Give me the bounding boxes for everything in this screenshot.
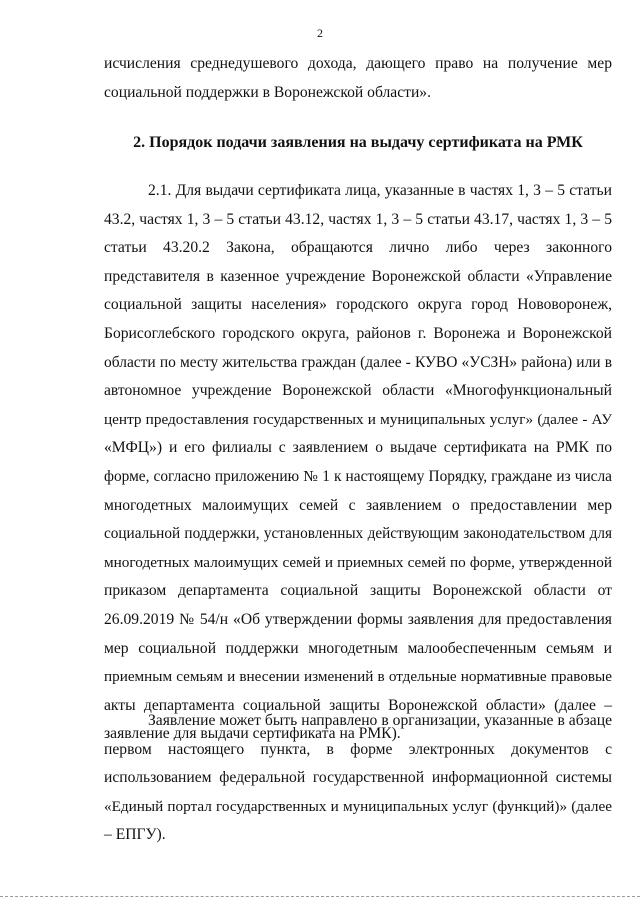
paragraph-line: «Единый портал государственных и муниципальных услуг (функций)» (далее [104, 797, 612, 815]
paragraph-line: мер социальной поддержки многодетным малообеспеченным семьям и [104, 639, 612, 657]
paragraph-line: автономное учреждение Воронежской области «Многофункциональный [104, 382, 612, 400]
paragraph-line: области по месту жительства граждан (далее - КУВО «УСЗН» района) или в [104, 353, 612, 371]
paragraph-line: 43.2, частях 1, 3 – 5 статьи 43.12, частях 1, 3 – 5 статьи 43.17, частях 1, 3 – 5 [104, 210, 612, 228]
paragraph-line: статьи 43.20.2 Закона, обращаются лично либо через законного [104, 239, 612, 257]
paragraph-line: акты департамента социальной защиты Воронежской области» (далее – [104, 696, 612, 714]
section-heading: 2. Порядок подачи заявления на выдачу сертификата на РМК [133, 134, 583, 151]
paragraph-line: приемным семьям и внесении изменений в отдельные нормативные правовые [104, 668, 612, 686]
paragraph-line: Борисоглебского городского округа, районов г. Воронежа и Воронежской [104, 324, 612, 342]
paragraph-2-1-abzac-2 [104, 707, 612, 850]
paragraph-line: многодетных малоимущих семей с заявлением о предоставлении мер [104, 496, 612, 514]
paragraph-line: социальной защиты населения» городского округа город Нововоронеж, [104, 296, 612, 314]
paragraph-line: многодетных малоимущих семей и приемных семей по форме, утвержденной [104, 553, 612, 571]
paragraph-2-1 [104, 177, 612, 749]
paragraph-line: – ЕПГУ). [104, 826, 166, 844]
paragraph-line: форме, согласно приложению № 1 к настоящему Порядку, граждане из числа [104, 467, 612, 485]
intro-line: исчисления среднедушевого дохода, дающего право на получение мер [104, 55, 612, 72]
page-number: 2 [317, 26, 323, 40]
paragraph-line: использованием федеральной государственной информационной системы [104, 769, 612, 787]
paragraph-line: 2.1. Для выдачи сертификата лица, указанные в частях 1, 3 – 5 статьи [148, 182, 612, 199]
paragraph-line: представителя в казенное учреждение Воронежской области «Управление [104, 267, 612, 285]
paragraph-line: «МФЦ») и его филиалы с заявлением о выдаче сертификата на РМК по [104, 439, 612, 457]
paragraph-line: 26.09.2019 № 54/н «Об утверждении формы заявления для предоставления [104, 610, 612, 628]
paragraph-line: первом настоящего пункта, в форме электронных документов с [104, 740, 612, 758]
paragraph-line: заявление для выдачи сертификата на РМК). [104, 725, 401, 743]
intro-line: социальной поддержки в Воронежской области». [104, 83, 431, 101]
intro-paragraph [104, 50, 612, 107]
paragraph-line: Заявление может быть направлено в организации, указанные в абзаце [148, 712, 612, 729]
paragraph-line: центр предоставления государственных и муниципальных услуг» (далее - АУ [104, 410, 612, 428]
page-bottom-divider [0, 896, 640, 897]
paragraph-line: приказом департамента социальной защиты Воронежской области от [104, 582, 612, 600]
paragraph-line: социальной поддержки, установленных действующим законодательством для [104, 525, 612, 543]
